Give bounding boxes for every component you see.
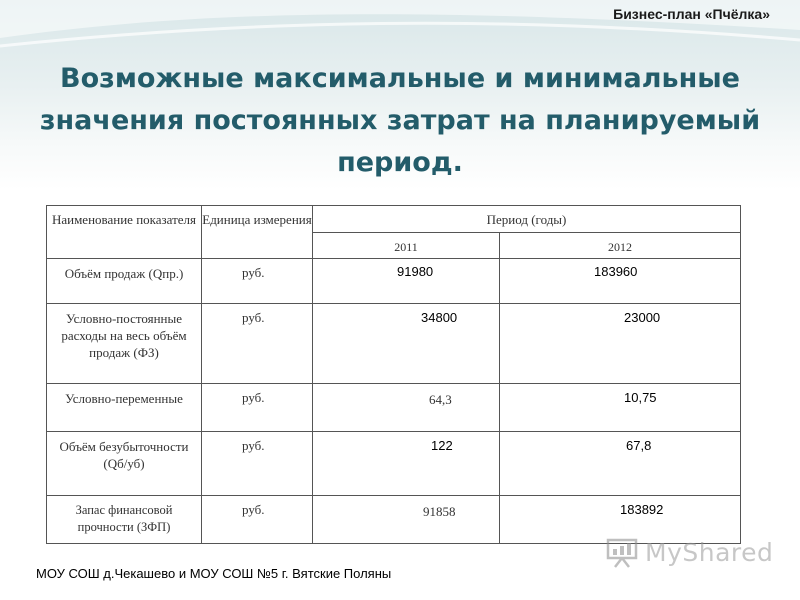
presentation-board-icon — [605, 538, 639, 568]
header-year-2012: 2012 — [500, 233, 741, 259]
costs-table — [46, 205, 741, 544]
table-row — [47, 432, 741, 496]
row-name: Запас финансовой прочности (ЗФП) — [47, 496, 202, 544]
row-value-2011: 122 — [313, 432, 500, 496]
footer-text: МОУ СОШ д.Чекашево и МОУ СОШ №5 г. Вятские Поляны — [36, 566, 392, 581]
row-unit: руб. — [202, 259, 313, 304]
header-unit: Единица измерения — [202, 206, 313, 259]
watermark-text: MyShared — [645, 538, 774, 567]
header-title: Бизнес-план «Пчёлка» — [613, 6, 770, 22]
header-period: Период (годы) — [313, 206, 741, 233]
row-unit: руб. — [202, 496, 313, 544]
row-value-2011: 34800 — [313, 304, 500, 384]
slide-title-line-1: Возможные максимальные и минимальные — [60, 63, 740, 94]
row-value-2012: 10,75 — [500, 384, 741, 432]
slide-title-line-3: период. — [337, 147, 463, 178]
row-name: Условно-постоянные расходы на весь объём продаж (ФЗ) — [47, 304, 202, 384]
row-unit: руб. — [202, 432, 313, 496]
row-name: Объём безубыточности (Qб/уб) — [47, 432, 202, 496]
row-value-2012: 183960 — [500, 259, 741, 304]
row-unit: руб. — [202, 384, 313, 432]
row-value-2012: 67,8 — [500, 432, 741, 496]
watermark — [605, 536, 775, 572]
row-value-2011: 91858 — [313, 496, 500, 544]
row-name: Объём продаж (Qпр.) — [47, 259, 202, 304]
row-value-2011: 64,3 — [313, 384, 500, 432]
table-row — [47, 304, 741, 384]
row-name: Условно-переменные — [47, 384, 202, 432]
row-value-2011: 91980 — [313, 259, 500, 304]
row-value-2012: 183892 — [500, 496, 741, 544]
header-year-2011: 2011 — [313, 233, 500, 259]
table-row — [47, 259, 741, 304]
table-row — [47, 384, 741, 432]
row-unit: руб. — [202, 304, 313, 384]
row-value-2012: 23000 — [500, 304, 741, 384]
slide-title-line-2: значения постоянных затрат на планируемый — [39, 105, 761, 136]
slide-title — [30, 58, 770, 184]
header-name: Наименование показателя — [47, 206, 202, 259]
